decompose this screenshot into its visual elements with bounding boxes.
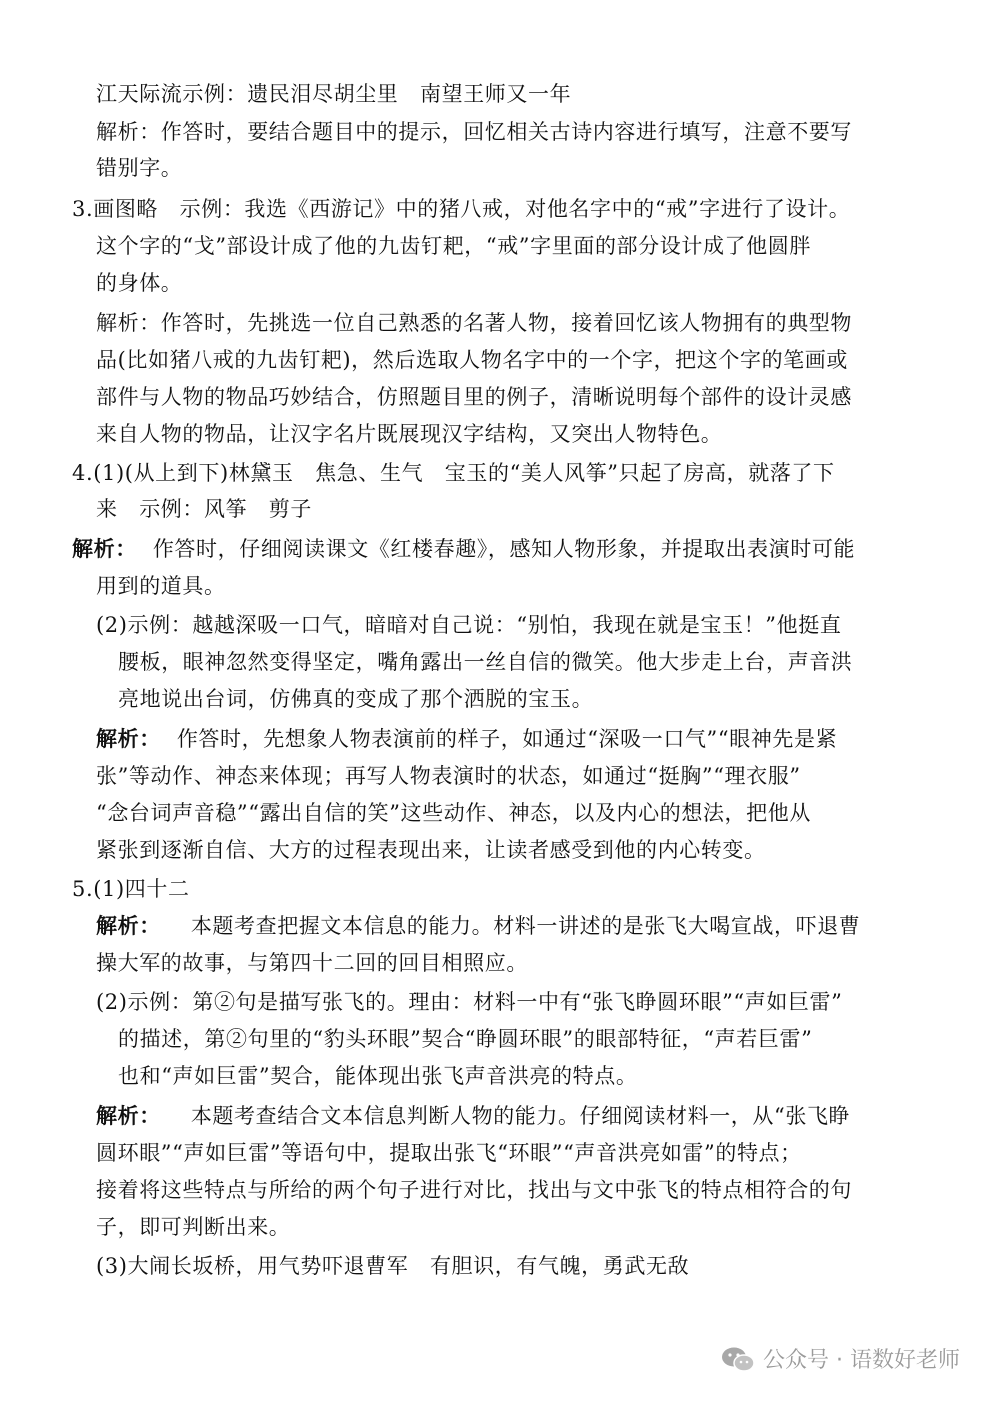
- text-line: 的描述，第②句里的“豹头环眼”契合“睁圆环眼”的眼部特征，“声若巨雷”: [118, 1027, 813, 1051]
- wechat-icon: [721, 1346, 755, 1372]
- text-line: 圆环眼”“声如巨雷”等语句中，提取出张飞“环眼”“声音洪亮如雷”的特点；: [96, 1141, 802, 1165]
- text-line: [96, 1101, 850, 1131]
- text-line: 亮地说出台词，仿佛真的变成了那个洒脱的宝玉。: [118, 687, 594, 711]
- text-line: 接着将这些特点与所给的两个句子进行对比，找出与文中张飞的特点相符合的句: [96, 1178, 852, 1202]
- text-line: 这个字的“戈”部设计成了他的九齿钉耙，“戒”字里面的部分设计成了他圆胖: [96, 234, 811, 258]
- text-line: 品(比如猪八戒的九齿钉耙)，然后选取人物名字中的一个字，把这个字的笔画或: [96, 348, 848, 372]
- text-line: (2)示例：越越深吸一口气，暗暗对自己说：“别怕，我现在就是宝玉！”他挺直: [96, 613, 842, 637]
- text-line: 3.画图略 示例：我选《西游记》中的猪八戒，对他名字中的“戒”字进行了设计。: [72, 197, 851, 221]
- text-line: (3)大闹长坂桥，用气势吓退曹军 有胆识，有气魄，勇武无敌: [96, 1254, 690, 1278]
- text-line: 紧张到逐渐自信、大方的过程表现出来，让读者感受到他的内心转变。: [96, 838, 766, 862]
- text-line: 部件与人物的物品巧妙结合，仿照题目里的例子，清晰说明每个部件的设计灵感: [96, 385, 852, 409]
- analysis-text: 本题考查结合文本信息判断人物的能力。仔细阅读材料一，从“张飞睁: [190, 1104, 851, 1128]
- text-line: 解析：作答时，要结合题目中的提示，回忆相关古诗内容进行填写，注意不要写: [96, 120, 852, 144]
- text-line: 张”等动作、神态来体现；再写人物表演时的状态，如通过“挺胸”“理衣服”: [96, 764, 801, 788]
- analysis-label: 解析：: [72, 536, 137, 561]
- watermark-text: 公众号 · 语数好老师: [763, 1348, 960, 1373]
- analysis-label: 解析：: [96, 726, 161, 751]
- analysis-label: 解析：: [96, 913, 161, 938]
- text-line: 4.(1)(从上到下)林黛玉 焦急、生气 宝玉的“美人风筝”只起了房高，就落了下: [72, 461, 835, 485]
- text-line: 的身体。: [96, 271, 183, 295]
- analysis-text: 作答时，仔细阅读课文《红楼春趣》，感知人物形象，并提取出表演时可能: [152, 537, 856, 561]
- text-line: 错别字。: [96, 156, 183, 180]
- text-line: 来自人物的物品，让汉字名片既展现汉字结构，又突出人物特色。: [96, 422, 723, 446]
- text-line: 操大军的故事，与第四十二回的回目相照应。: [96, 951, 528, 975]
- analysis-text: 作答时，先想象人物表演前的样子，如通过“深吸一口气”“眼神先是紧: [176, 727, 838, 751]
- watermark: [721, 1343, 960, 1374]
- text-line: [72, 534, 855, 564]
- text-line: 腰板，眼神忽然变得坚定，嘴角露出一丝自信的微笑。他大步走上台，声音洪: [118, 650, 853, 674]
- text-line: 解析：作答时，先挑选一位自己熟悉的名著人物，接着回忆该人物拥有的典型物: [96, 311, 852, 335]
- text-line: 5.(1)四十二: [72, 877, 190, 901]
- text-line: 也和“声如巨雷”契合，能体现出张飞声音洪亮的特点。: [118, 1064, 638, 1088]
- text-line: [96, 911, 860, 941]
- analysis-text: 本题考查把握文本信息的能力。材料一讲述的是张飞大喝宣战，吓退曹: [190, 914, 861, 938]
- text-line: 子，即可判断出来。: [96, 1215, 291, 1239]
- text-line: [96, 724, 837, 754]
- text-line: 用到的道具。: [96, 574, 226, 598]
- text-line: “念台词声音稳”“露出自信的笑”这些动作、神态，以及内心的想法，把他从: [96, 801, 811, 825]
- text-line: 江天际流示例：遗民泪尽胡尘里 南望王师又一年: [96, 82, 572, 106]
- text-line: 来 示例：风筝 剪子: [96, 497, 312, 521]
- text-line: (2)示例：第②句是描写张飞的。理由：材料一中有“张飞睁圆环眼”“声如巨雷”: [96, 990, 843, 1014]
- analysis-label: 解析：: [96, 1103, 161, 1128]
